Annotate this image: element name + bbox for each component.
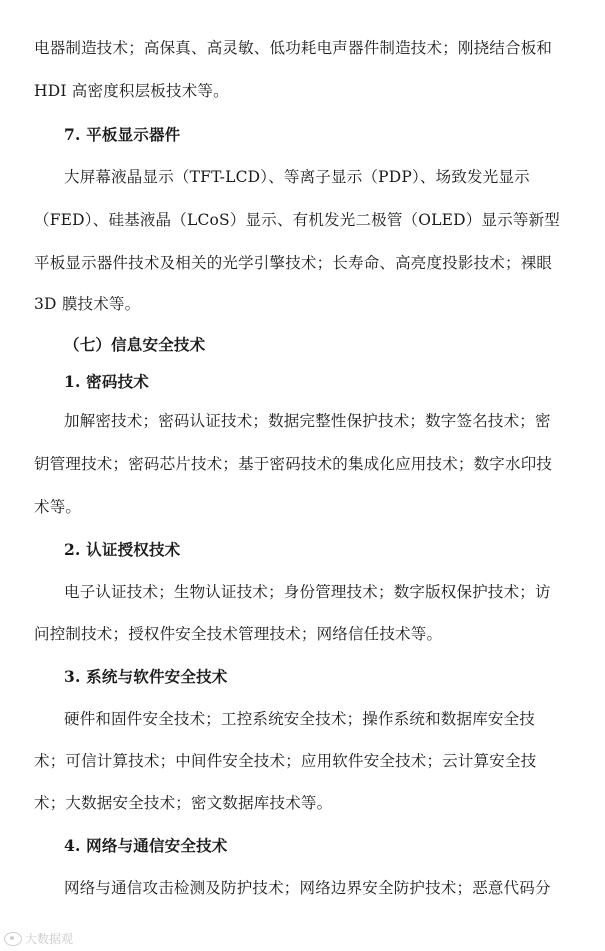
- text-line: 术；可信计算技术；中间件安全技术；应用软件安全技术；云计算安全技: [34, 752, 537, 770]
- text-line: 加解密技术；密码认证技术；数据完整性保护技术；数字签名技术；密: [64, 412, 551, 430]
- text-line: （FED）、硅基液晶（LCoS）显示、有机发光二极管（OLED）显示等新型: [34, 211, 560, 229]
- text-line: 平板显示器件技术及相关的光学引擎技术；长寿命、高亮度投影技术；裸眼: [34, 254, 553, 272]
- subheading-system-software-security: 3. 系统与软件安全技术: [64, 667, 228, 686]
- text-line: 电器制造技术；高保真、高灵敏、低功耗电声器件制造技术；刚挠结合板和: [34, 39, 553, 57]
- subheading-flat-panel-display: 7. 平板显示器件: [64, 125, 181, 144]
- text-line: HDI 高密度积层板技术等。: [34, 82, 229, 100]
- text-line: 术等。: [34, 498, 82, 516]
- text-line: 大屏幕液晶显示（TFT-LCD）、等离子显示（PDP）、场致发光显示: [64, 168, 530, 186]
- watermark-text: 大数据观: [25, 932, 74, 946]
- text-line: 钥管理技术；密码芯片技术；基于密码技术的集成化应用技术；数字水印技: [34, 455, 553, 473]
- watermark: [4, 930, 73, 947]
- text-line: 电子认证技术；生物认证技术；身份管理技术；数字版权保护技术；访: [64, 583, 551, 601]
- text-line: 问控制技术；授权件安全技术管理技术；网络信任技术等。: [34, 625, 443, 643]
- weibo-logo-icon: [4, 932, 22, 946]
- text-line: 硬件和固件安全技术；工控系统安全技术；操作系统和数据库安全技: [64, 710, 536, 728]
- section-heading-info-security: （七）信息安全技术: [64, 335, 206, 354]
- subheading-network-security: 4. 网络与通信安全技术: [64, 836, 228, 855]
- subheading-authentication: 2. 认证授权技术: [64, 540, 181, 559]
- text-line: 网络与通信攻击检测及防护技术；网络边界安全防护技术；恶意代码分: [64, 879, 551, 897]
- text-line: 3D 膜技术等。: [34, 295, 141, 313]
- subheading-cryptography: 1. 密码技术: [64, 372, 149, 391]
- text-line: 术；大数据安全技术；密文数据库技术等。: [34, 794, 333, 812]
